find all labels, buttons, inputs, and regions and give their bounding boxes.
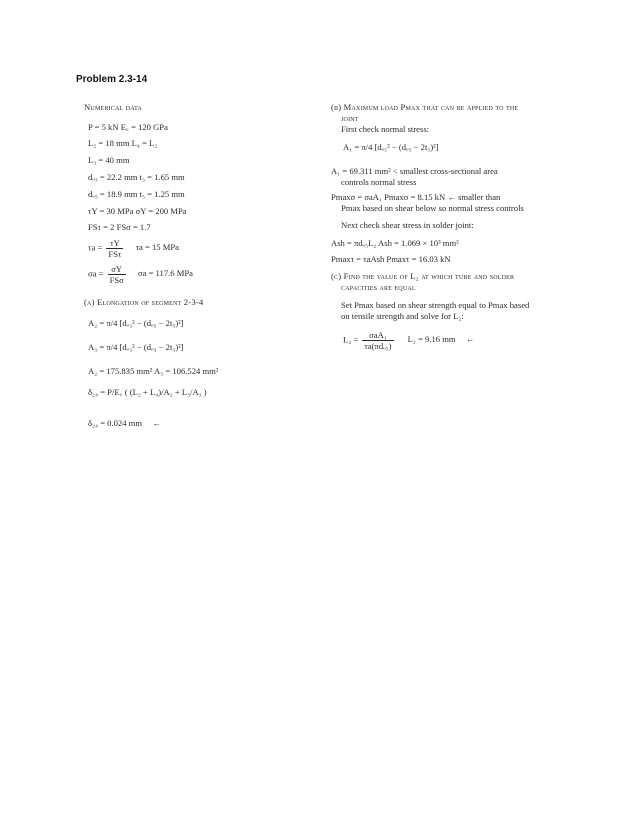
data-line: dₒ₅ = 18.9 mm t₅ = 1.25 mm: [88, 189, 185, 199]
tau-a-label: τa =: [88, 242, 103, 253]
data-line: L₂ = 18 mm L₄ = L₂: [88, 138, 158, 148]
a1-equation: A₁ = π/4 [dₒ₅² − (dₒ₅ − 2t₅)²]: [343, 142, 439, 152]
data-line: τY = 30 MPa σY = 200 MPa: [88, 206, 187, 216]
result-arrow-icon: ←: [465, 334, 475, 345]
problem-title: Problem 2.3-14: [76, 74, 148, 85]
next-check-text: Next check shear stress in solder joint:: [341, 220, 474, 230]
sigma-a-label: σa =: [88, 268, 104, 279]
sigma-a-denominator: FSσ: [109, 275, 124, 285]
tau-a-fraction: [106, 238, 123, 259]
delta-equation: δ₂₄ = P/E꜀ ( (L₂ + L₄)/A₂ + L₃/A₃ ): [88, 387, 207, 397]
l2-denominator: τa(πdₒ₅): [364, 341, 392, 351]
part-b-heading: (b) Maximum load Pmax that can be applied to the: [331, 102, 519, 112]
pmax-sigma: Pmaxσ = σaA₁ Pmaxσ = 8.15 kN ← smaller than: [331, 192, 501, 202]
data-line: dₒ₃ = 22.2 mm t₃ = 1.65 mm: [88, 172, 185, 182]
tau-a-equation: [88, 238, 179, 259]
sigma-a-numerator: σY: [108, 264, 126, 275]
l2-result: L₂ = 9.16 mm: [407, 334, 456, 345]
a3-equation: A₃ = π/4 [dₒ₃² − (dₒ₃ − 2t₃)²]: [88, 342, 184, 352]
part-a-heading: (a) Elongation of segment 2-3-4: [84, 297, 204, 307]
a1-result: A₁ = 69.311 mm² < smallest cross-sectional area: [331, 166, 498, 176]
first-check-text: First check normal stress:: [341, 124, 430, 134]
part-c-heading: (c) Find the value of L₂ at which tube and solder: [331, 271, 515, 281]
delta-result: [88, 418, 161, 428]
data-line: FSτ = 2 FSσ = 1.7: [88, 222, 151, 232]
l2-label: L₂ =: [343, 334, 359, 345]
tau-a-value: τa = 15 MPa: [135, 242, 179, 253]
pmax-tau: Pmaxτ = τaAsh Pmaxτ = 16.03 kN: [331, 254, 451, 264]
l2-fraction: [362, 330, 393, 351]
data-line: L₃ = 40 mm: [88, 155, 130, 165]
sigma-a-value: σa = 117.6 MPa: [137, 268, 193, 279]
sigma-a-fraction: [108, 264, 126, 285]
result-arrow-icon: ←: [152, 418, 161, 428]
tau-a-denominator: FSτ: [108, 249, 122, 259]
tau-a-numerator: τY: [106, 238, 123, 249]
a2-equation: A₂ = π/4 [dₒ₃² − (dₒ₅ − 2t₅)²]: [88, 318, 184, 328]
numerical-data-header: Numerical data: [84, 102, 143, 112]
delta-result-text: δ₂₄ = 0.024 mm: [88, 418, 143, 428]
set-text-cont: on tensile strength and solve for L₂:: [341, 311, 464, 321]
l2-equation: [343, 330, 474, 351]
areas-result: A₂ = 175.835 mm² A₃ = 106.524 mm²: [88, 366, 219, 376]
a1-result-cont: controls normal stress: [341, 177, 417, 187]
ash-equation: Ash = πdₒ₅L₂ Ash = 1.069 × 10³ mm²: [331, 238, 459, 248]
part-b-heading-cont: joint: [341, 113, 359, 123]
set-text: Set Pmax based on shear strength equal to Pmax based: [341, 300, 530, 310]
data-line: P = 5 kN E꜀ = 120 GPa: [88, 122, 168, 132]
sigma-a-equation: [88, 264, 193, 285]
pmax-sigma-cont: Pmax based on shear below so normal stress controls: [341, 203, 524, 213]
part-c-heading-cont: capacities are equal: [341, 282, 416, 292]
l2-numerator: σaA₁: [362, 330, 393, 341]
